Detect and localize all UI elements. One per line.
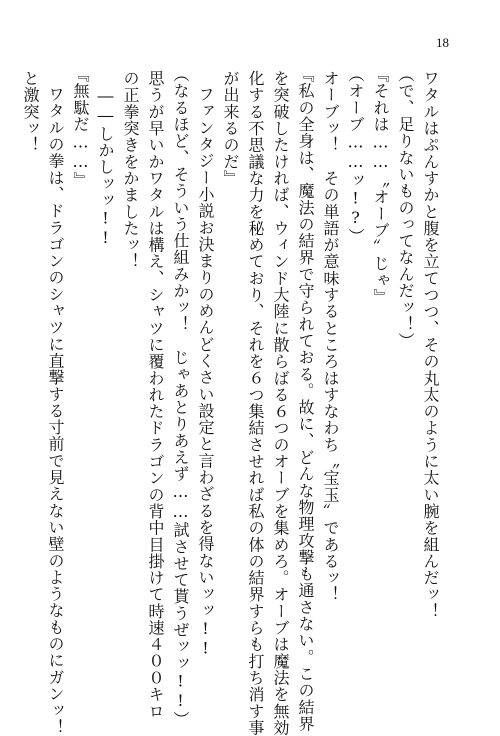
text-line: （オーブ……ッ!?） <box>346 66 365 245</box>
text-line: ファンタジー小説お決まりのめんどくさい設定と言わざるを得ないッッ!! <box>196 86 215 659</box>
text-line: と激突ッ！ <box>21 70 40 154</box>
text-line: （なるほど、そういう仕組みかッ！ じゃあとりあえず……試させて貰うぜッッ!!） <box>171 66 190 728</box>
text-line: ワタルの拳は、ドラゴンのシャツに直撃する寸前で見えない壁のようなものにガンッ！ <box>46 86 65 736</box>
text-line: の正拳突きをかましたッ！ <box>121 70 140 270</box>
text-line: 『無駄だ……』 <box>71 66 90 189</box>
text-line: 化する不思議な力を秘めており、それを６つ集結させれば私の体の結界すらも打ち消す事 <box>246 70 265 736</box>
text-line: を突破したければ、ウィンド大陸に散らばる６つのオーブを集めろ。オーブは魔法を無効 <box>271 70 290 736</box>
text-line: 『私の全身は、魔法の結界で守られておる。故に、どんな物理攻撃も通さない。この結界 <box>296 66 315 732</box>
text-line: オーブッ！ その単語が意味するところはすなわち〝宝玉〟であるッ！ <box>321 70 340 603</box>
page-number: 18 <box>436 35 449 50</box>
text-line: （で、足りないものってなんだッ！） <box>396 66 415 350</box>
text-line: 思うが早いかワタルは構え、シャツに覆われたドラゴンの背中目掛けて時速４００キロ <box>146 70 165 720</box>
text-line: 『それは……〝オーブ〟じゃ』 <box>371 66 390 306</box>
text-line: が出来るのだ』 <box>221 70 240 187</box>
text-line: ワタルはぷんすかと腹を立てつつ、その丸太のように太い腕を組んだッ！ <box>421 70 440 620</box>
text-line: ――しかしッッ!! <box>96 86 115 248</box>
